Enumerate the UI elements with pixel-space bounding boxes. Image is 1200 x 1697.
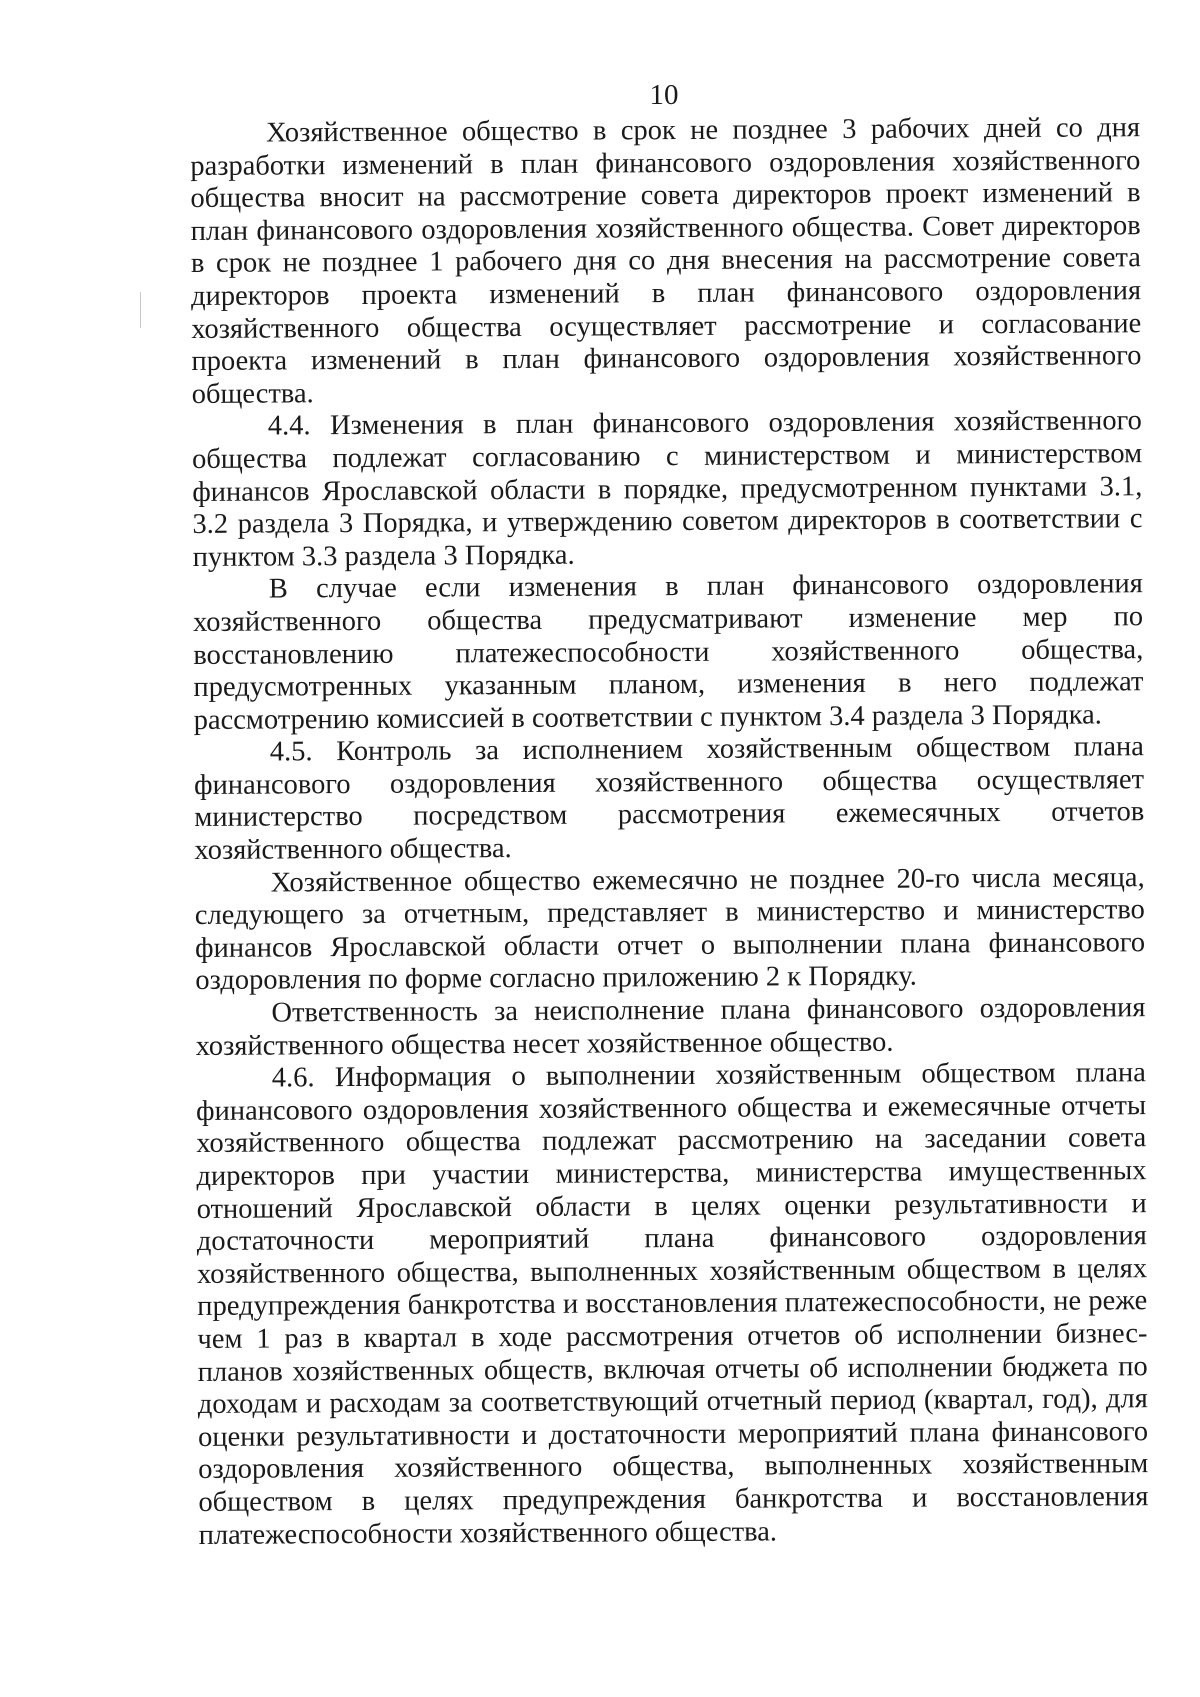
scan-artifact-line xyxy=(140,292,141,328)
document-body xyxy=(190,112,1149,1552)
paragraph-monthly-report: Хозяйственное общество ежемесячно не позднее 20-го числа месяца, следующего за отчетным, представляет в министерство и министерство финансов Ярославской области отчет о выполнении плана финансового оздоровления по форме согласно приложению 2 к Порядку. xyxy=(194,861,1146,997)
paragraph-4-6: 4.6. Информация о выполнении хозяйственным обществом плана финансового оздоровления хозяйственного общества и ежемесячные отчеты хозяйственного общества подлежат рассмотрению на заседании совета директоров при участии министерства, министерства имущественных отношений Ярославской области в целях оценки результативности и достаточности мероприятий плана финансового оздоровления хозяйственного общества, выполненных хозяйственным обществом в целях предупреждения банкротства и восстановления платежеспособности, не реже чем 1 раз в квартал в ходе рассмотрения отчетов об исполнении бизнес-планов хозяйственных обществ, включая отчеты об исполнении бюджета по доходам и расходам за соответствующий отчетный период (квартал, год), для оценки результативности и достаточности мероприятий плана финансового оздоровления хозяйственного общества, выполненных хозяйственным обществом в целях предупреждения банкротства и восстановления платежеспособности хозяйственного общества. xyxy=(195,1057,1149,1551)
paragraph-responsibility: Ответственность за неисполнение плана финансового оздоровления хозяйственного общества несет хозяйственное общество. xyxy=(195,992,1146,1062)
paragraph-4-4: 4.4. Изменения в план финансового оздоровления хозяйственного общества подлежат согласованию с министерством и министерством финансов Ярославской области в порядке, предусмотренном пунктами 3.1, 3.2 раздела 3 Порядка, и утверждению советом директоров в соответствии с пунктом 3.3 раздела 3 Порядка. xyxy=(191,405,1143,573)
page-number: 10 xyxy=(649,79,679,111)
paragraph-4-5: 4.5. Контроль за исполнением хозяйственным обществом плана финансового оздоровления хозяйственного общества осуществляет министерство посредством рассмотрения ежемесячных отчетов хозяйственного общества. xyxy=(193,731,1145,867)
paragraph-board-review: Хозяйственное общество в срок не позднее 3 рабочих дней со дня разработки изменений в план финансового оздоровления хозяйственного общества вносит на рассмотрение совета директоров проект изменений в план финансового оздоровления хозяйственного общества. Совет директоров в срок не позднее 1 рабочего дня со дня внесения на рассмотрение совета директоров проекта изменений в план финансового оздоровления хозяйственного общества осуществляет рассмотрение и согласование проекта изменений в план финансового оздоровления хозяйственного общества. xyxy=(190,112,1142,410)
paragraph-commission-review: В случае если изменения в план финансового оздоровления хозяйственного общества предусматривают изменение мер по восстановлению платежеспособности хозяйственного общества, предусмотренных указанным планом, изменения в него подлежат рассмотрению комиссией в соответствии с пунктом 3.4 раздела 3 Порядка. xyxy=(192,568,1144,736)
